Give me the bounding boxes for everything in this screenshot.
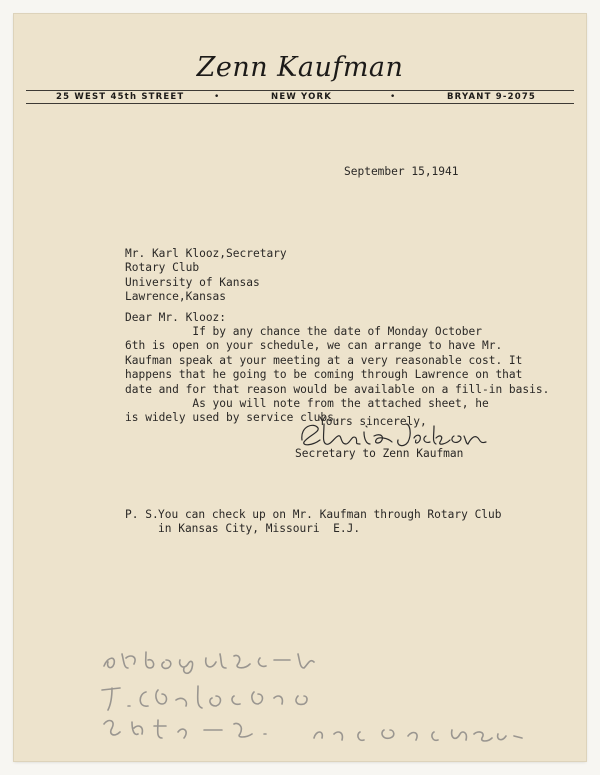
- letterhead-rule-bottom: [26, 103, 574, 104]
- letterhead-rule-top: [26, 90, 574, 91]
- postscript-text: [158, 508, 502, 537]
- letterhead-bullet: •: [390, 92, 396, 102]
- body-paragraph-1: [125, 325, 549, 397]
- body-line: 6th is open on your schedule, we can arrange to have Mr.: [125, 339, 503, 353]
- postscript-line: in Kansas City, Missouri E.J.: [158, 522, 361, 536]
- pencil-annotation: [94, 634, 574, 764]
- postscript-label: P. S.: [125, 508, 159, 521]
- recipient-line: Mr. Karl Klooz,Secretary: [125, 247, 287, 260]
- recipient-line: Lawrence,Kansas: [125, 290, 227, 304]
- body-line: date and for that reason would be available on a fill-in basis.: [125, 382, 550, 396]
- letterhead-logo: Zenn Kaufman: [196, 52, 404, 83]
- letterhead-phone: BRYANT 9-2075: [447, 92, 537, 102]
- body-line: is widely used by service clubs.: [125, 411, 341, 425]
- letterhead-bullet: •: [214, 92, 220, 102]
- letterhead-address: 25 WEST 45th STREET: [56, 92, 185, 102]
- letter-date: September 15,1941: [344, 165, 459, 178]
- signature-title: Secretary to Zenn Kaufman: [295, 447, 464, 460]
- recipient-block: [125, 247, 287, 305]
- closing: Yours sincerely,: [319, 415, 427, 428]
- body-line: If by any chance the date of Monday October: [125, 325, 482, 338]
- body-line: As you will note from the attached sheet, he: [125, 397, 489, 410]
- postscript-line: You can check up on Mr. Kaufman through Rotary Club: [158, 508, 502, 521]
- letter-page: [14, 14, 586, 761]
- recipient-line: University of Kansas: [125, 275, 260, 289]
- recipient-line: Rotary Club: [125, 261, 200, 275]
- body-line: happens that he going to be coming through Lawrence on that: [125, 368, 523, 382]
- letterhead-city: NEW YORK: [271, 92, 333, 102]
- body-line: Kaufman speak at your meeting at a very reasonable cost. It: [125, 353, 523, 367]
- salutation: Dear Mr. Klooz:: [125, 311, 227, 324]
